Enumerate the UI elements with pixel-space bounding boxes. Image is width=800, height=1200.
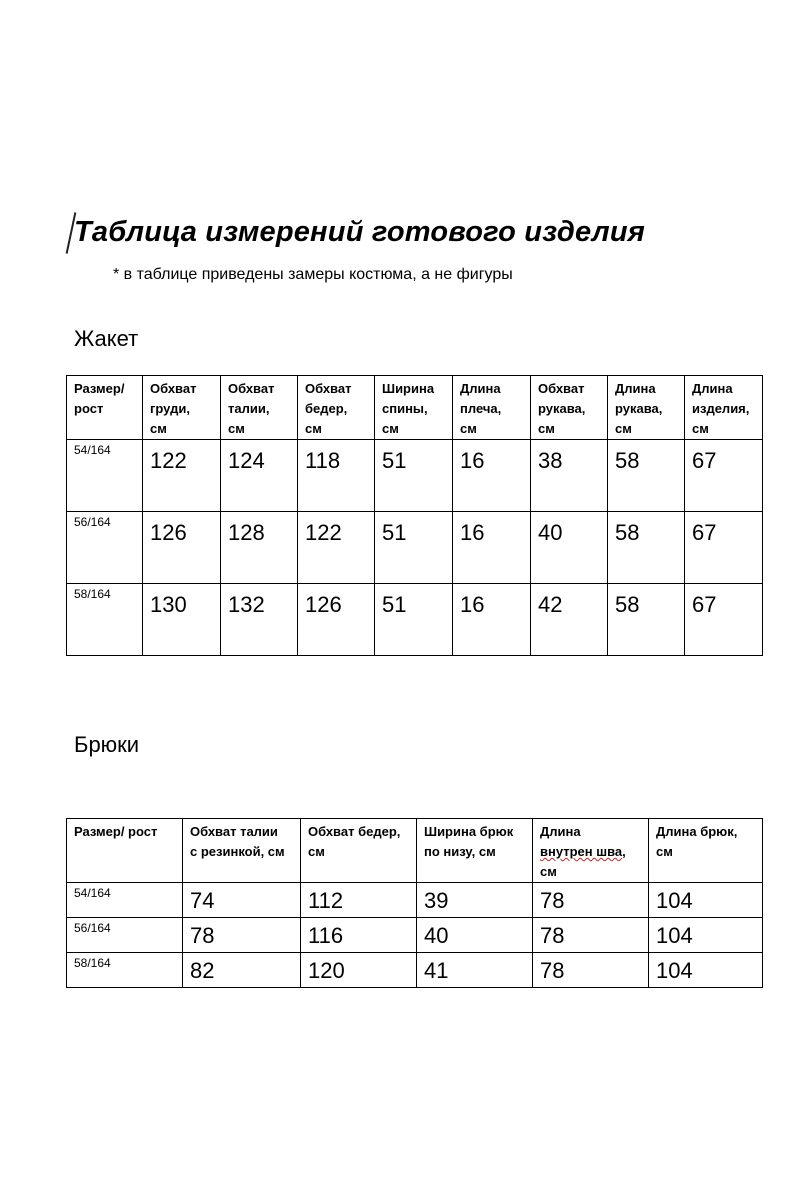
value-cell: 126 xyxy=(298,584,375,656)
value-cell: 51 xyxy=(375,512,453,584)
value-cell: 116 xyxy=(301,918,417,953)
value-cell: 82 xyxy=(183,953,301,988)
value-cell: 67 xyxy=(685,584,763,656)
pants-header-size: Размер/ рост xyxy=(67,819,183,883)
value-cell: 38 xyxy=(531,440,608,512)
jacket-size-table xyxy=(66,375,763,656)
value-cell: 40 xyxy=(531,512,608,584)
jacket-header-row xyxy=(67,376,763,440)
pants-header-waist: Обхват талии с резинкой, см xyxy=(183,819,301,883)
value-cell: 78 xyxy=(533,883,649,918)
value-cell: 67 xyxy=(685,512,763,584)
value-cell: 58 xyxy=(608,440,685,512)
pants-header-hem-width: Ширина брюк по низу, см xyxy=(417,819,533,883)
table-row xyxy=(67,953,763,988)
size-cell: 56/164 xyxy=(67,512,143,584)
table-row xyxy=(67,918,763,953)
value-cell: 112 xyxy=(301,883,417,918)
value-cell: 128 xyxy=(221,512,298,584)
pants-header-hips: Обхват бедер, см xyxy=(301,819,417,883)
value-cell: 118 xyxy=(298,440,375,512)
size-cell: 58/164 xyxy=(67,953,183,988)
jacket-header-shoulder-length: Длина плеча, см xyxy=(453,376,531,440)
size-cell: 58/164 xyxy=(67,584,143,656)
jacket-header-sleeve-length: Длина рукава, см xyxy=(608,376,685,440)
value-cell: 58 xyxy=(608,584,685,656)
value-cell: 104 xyxy=(649,953,763,988)
value-cell: 51 xyxy=(375,584,453,656)
table-row xyxy=(67,883,763,918)
pants-heading: Брюки xyxy=(74,732,140,757)
value-cell: 40 xyxy=(417,918,533,953)
value-cell: 78 xyxy=(533,953,649,988)
jacket-header-back-width: Ширина спины, см xyxy=(375,376,453,440)
table-note: * в таблице приведены замеры костюма, а не фигуры xyxy=(113,266,513,283)
pants-header-length: Длина брюк, см xyxy=(649,819,763,883)
value-cell: 104 xyxy=(649,883,763,918)
table-row xyxy=(67,440,763,512)
value-cell: 51 xyxy=(375,440,453,512)
jacket-header-product-length: Длина изделия, см xyxy=(685,376,763,440)
value-cell: 16 xyxy=(453,512,531,584)
value-cell: 122 xyxy=(143,440,221,512)
size-cell: 54/164 xyxy=(67,883,183,918)
size-cell: 56/164 xyxy=(67,918,183,953)
value-cell: 58 xyxy=(608,512,685,584)
value-cell: 42 xyxy=(531,584,608,656)
jacket-header-size: Размер/ рост xyxy=(67,376,143,440)
pants-header-inseam: Длина внутрен шва, см xyxy=(533,819,649,883)
value-cell: 16 xyxy=(453,440,531,512)
pants-header-row xyxy=(67,819,763,883)
value-cell: 16 xyxy=(453,584,531,656)
value-cell: 41 xyxy=(417,953,533,988)
value-cell: 132 xyxy=(221,584,298,656)
value-cell: 67 xyxy=(685,440,763,512)
jacket-header-waist: Обхват талии, см xyxy=(221,376,298,440)
value-cell: 78 xyxy=(183,918,301,953)
jacket-header-chest: Обхват груди, см xyxy=(143,376,221,440)
value-cell: 39 xyxy=(417,883,533,918)
value-cell: 104 xyxy=(649,918,763,953)
value-cell: 126 xyxy=(143,512,221,584)
value-cell: 124 xyxy=(221,440,298,512)
size-cell: 54/164 xyxy=(67,440,143,512)
value-cell: 130 xyxy=(143,584,221,656)
page-title: Таблица измерений готового изделия xyxy=(74,216,646,248)
table-row xyxy=(67,512,763,584)
value-cell: 122 xyxy=(298,512,375,584)
value-cell: 120 xyxy=(301,953,417,988)
value-cell: 78 xyxy=(533,918,649,953)
value-cell: 74 xyxy=(183,883,301,918)
table-row xyxy=(67,584,763,656)
pants-size-table xyxy=(66,818,763,988)
jacket-header-hips: Обхват бедер, см xyxy=(298,376,375,440)
jacket-heading: Жакет xyxy=(74,326,139,351)
jacket-header-sleeve-girth: Обхват рукава, см xyxy=(531,376,608,440)
